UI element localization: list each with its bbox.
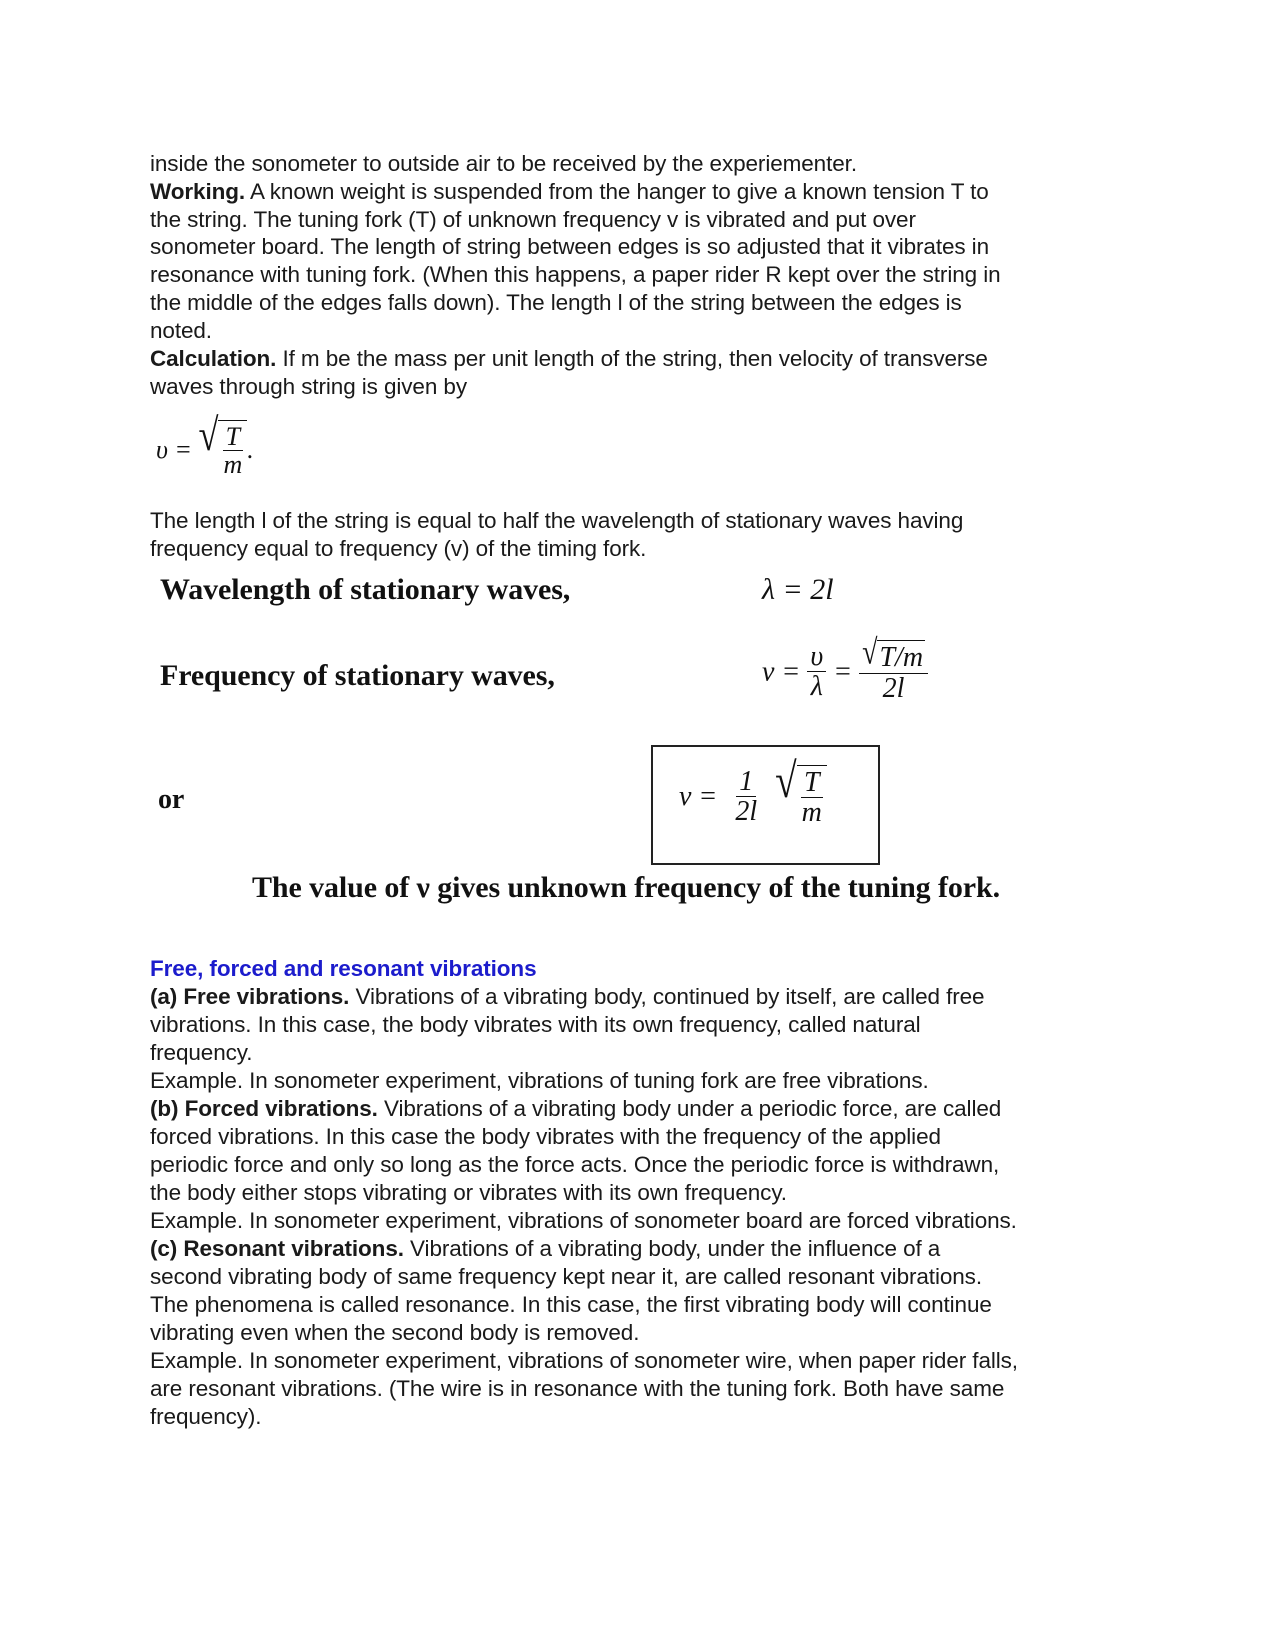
resonant-line-2: second vibrating body of same frequency kept near it, are called resonant vibrations. — [150, 1264, 982, 1289]
free-label: (a) Free vibrations. — [150, 984, 350, 1009]
wavelength-expression: λ = 2l — [762, 573, 834, 606]
forced-label: (b) Forced vibrations. — [150, 1096, 378, 1121]
length-line-1: The length l of the string is equal to half the wavelength of stationary waves having — [150, 508, 964, 533]
free-line-3: frequency. — [150, 1040, 253, 1065]
sqrt-sign: √ $\frac{T}{m}$ — [198, 420, 247, 480]
resonant-line-3: The phenomena is called resonance. In this case, the first vibrating body will continue — [150, 1292, 992, 1317]
or-label: or — [158, 784, 185, 815]
conclusion-text: The value of ν gives unknown frequency of the tuning fork. — [252, 871, 1000, 904]
frequency-label: Frequency of stationary waves, — [160, 659, 555, 692]
calculation-line-1: Calculation. If m be the mass per unit length of the string, then velocity of transverse — [150, 346, 988, 371]
working-line-6: noted. — [150, 318, 212, 343]
calculation-label: Calculation. — [150, 346, 277, 371]
resonant-line-1: (c) Resonant vibrations. Vibrations of a vibrating body, under the influence of a — [150, 1236, 941, 1261]
velocity-equation: υ = √ $\frac{T}{m}$ . — [156, 410, 254, 480]
resonant-example-1: Example. In sonometer experiment, vibrations of sonometer wire, when paper rider falls, — [150, 1348, 1018, 1373]
working-line-1: Working. A known weight is suspended from the hanger to give a known tension T to — [150, 179, 989, 204]
free-example: Example. In sonometer experiment, vibrations of tuning fork are free vibrations. — [150, 1068, 929, 1093]
free-line-1: (a) Free vibrations. Vibrations of a vibrating body, continued by itself, are called free — [150, 984, 985, 1009]
forced-line-3: periodic force and only so long as the force acts. Once the periodic force is withdrawn, — [150, 1152, 1000, 1177]
section-heading: Free, forced and resonant vibrations — [150, 956, 537, 981]
working-line-5: the middle of the edges falls down). The length l of the string between the edges is — [150, 290, 962, 315]
intro-line: inside the sonometer to outside air to be received by the experiementer. — [150, 151, 857, 176]
working-line-3: sonometer board. The length of string between edges is so adjusted that it vibrates in — [150, 234, 989, 259]
forced-line-2: forced vibrations. In this case the body vibrates with the frequency of the applied — [150, 1124, 941, 1149]
resonant-line-4: vibrating even when the second body is removed. — [150, 1320, 640, 1345]
boxed-formula — [651, 745, 880, 865]
boxed-equation: ν = $\frac{1}{2l}$ √ $\frac{T}{m}$ — [679, 765, 827, 829]
resonant-label: (c) Resonant vibrations. — [150, 1236, 404, 1261]
forced-line-1: (b) Forced vibrations. Vibrations of a vibrating body under a periodic force, are called — [150, 1096, 1002, 1121]
wavelength-label: Wavelength of stationary waves, — [160, 573, 571, 606]
resonant-example-3: frequency). — [150, 1404, 262, 1429]
calculation-line-2: waves through string is given by — [150, 374, 467, 399]
working-label: Working. — [150, 179, 246, 204]
forced-example: Example. In sonometer experiment, vibrations of sonometer board are forced vibrations. — [150, 1208, 1017, 1233]
resonant-example-2: are resonant vibrations. (The wire is in resonance with the tuning fork. Both have same — [150, 1376, 1005, 1401]
length-line-2: frequency equal to frequency (v) of the timing fork. — [150, 536, 647, 561]
working-line-2: the string. The tuning fork (T) of unknown frequency v is vibrated and put over — [150, 207, 916, 232]
free-line-2: vibrations. In this case, the body vibrates with its own frequency, called natural — [150, 1012, 921, 1037]
forced-line-4: the body either stops vibrating or vibrates with its own frequency. — [150, 1180, 787, 1205]
working-line-4: resonance with tuning fork. (When this happens, a paper rider R kept over the string in — [150, 262, 1001, 287]
frequency-equation: ν = $\frac{\upsilon}{\lambda}$ = √ T/m 2l — [762, 640, 928, 705]
